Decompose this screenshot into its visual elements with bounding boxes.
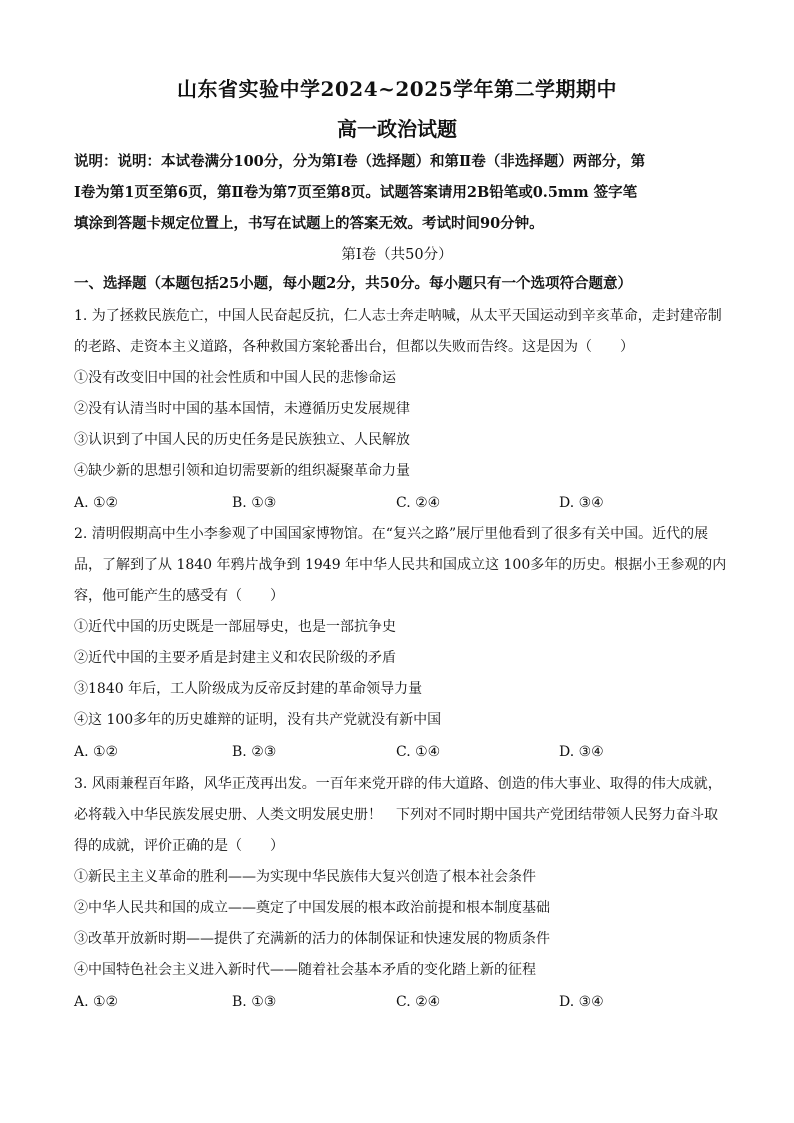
question-item: ②近代中国的主要矛盾是封建主义和农民阶级的矛盾	[74, 650, 396, 666]
question-item: ③认识到了中国人民的历史任务是民族独立、人民解放	[74, 432, 410, 448]
question-stem-line: 品，了解到了从 1840 年鸦片战争到 1949 年中华人民共和国成立这 100多年的历史。根据小王参观的内	[74, 557, 727, 573]
part-heading: 一、选择题（本题包括25小题，每小题2分，共50分。每小题只有一个选项符合题意）	[74, 275, 632, 292]
exam-subtitle: 高一政治试题	[337, 117, 457, 141]
question-2-options	[74, 744, 724, 764]
option-d[interactable]: D. ③④	[559, 994, 604, 1010]
exam-title: 山东省实验中学2024~2025学年第二学期期中	[176, 77, 618, 101]
instruction-line: 说明：说明：本试卷满分100分，分为第Ⅰ卷（选择题）和第Ⅱ卷（非选择题）两部分，第	[74, 153, 646, 170]
option-c[interactable]: C. ②④	[396, 495, 441, 511]
question-item: ②没有认清当时中国的基本国情，未遵循历史发展规律	[74, 401, 410, 417]
question-stem-line: 得的成就，评价正确的是（ ）	[74, 838, 284, 854]
option-a[interactable]: A. ①②	[74, 744, 119, 760]
instruction-line: 填涂到答题卡规定位置上，书写在试题上的答案无效。考试时间90分钟。	[74, 215, 544, 232]
option-a[interactable]: A. ①②	[74, 495, 119, 511]
question-stem-line: 3. 风雨兼程百年路，风华正茂再出发。一百年来党开辟的伟大道路、创造的伟大事业、取得的伟大成就，	[74, 776, 722, 792]
question-item: ①新民主主义革命的胜利——为实现中华民族伟大复兴创造了根本社会条件	[74, 869, 536, 885]
question-stem-line: 容，他可能产生的感受有（ ）	[74, 588, 284, 604]
question-1	[74, 301, 724, 487]
question-item: ③改革开放新时期——提供了充满新的活力的体制保证和快速发展的物质条件	[74, 931, 550, 947]
question-2	[74, 519, 727, 736]
question-item: ④这 100多年的历史雄辩的证明，没有共产党就没有新中国	[74, 712, 442, 728]
question-item: ①近代中国的历史既是一部屈辱史，也是一部抗争史	[74, 619, 396, 635]
instruction-line: Ⅰ卷为第1页至第6页，第Ⅱ卷为第7页至第8页。试题答案请用2B铅笔或0.5mm 签字笔	[74, 184, 638, 201]
question-stem-line: 2. 清明假期高中生小李参观了中国国家博物馆。在“复兴之路”展厅里他看到了很多有关中国。近代的展	[74, 526, 709, 542]
option-c[interactable]: C. ①④	[396, 744, 441, 760]
question-3-options	[74, 994, 724, 1014]
option-b[interactable]: B. ①③	[232, 495, 277, 511]
question-item: ②中华人民共和国的成立——奠定了中国发展的根本政治前提和根本制度基础	[74, 900, 550, 916]
question-item: ①没有改变旧中国的社会性质和中国人民的悲惨命运	[74, 370, 396, 386]
question-item: ④缺少新的思想引领和迫切需要新的组织凝聚革命力量	[74, 463, 410, 479]
option-d[interactable]: D. ③④	[559, 744, 604, 760]
question-1-options	[74, 495, 724, 515]
option-d[interactable]: D. ③④	[559, 495, 604, 511]
option-b[interactable]: B. ①③	[232, 994, 277, 1010]
option-a[interactable]: A. ①②	[74, 994, 119, 1010]
section-heading: 第Ⅰ卷（共50分）	[341, 247, 453, 263]
option-b[interactable]: B. ②③	[232, 744, 277, 760]
question-stem-line: 1. 为了拯救民族危亡，中国人民奋起反抗，仁人志士奔走呐喊，从太平天国运动到辛亥革命，走封建帝制	[74, 308, 722, 324]
question-3	[74, 769, 724, 986]
instructions	[74, 146, 724, 239]
option-c[interactable]: C. ②④	[396, 994, 441, 1010]
question-stem-line: 必将载入中华民族发展史册、人类文明发展史册！ 下列对不同时期中国共产党团结带领人民努力奋斗取	[74, 807, 718, 823]
question-stem-line: 的老路、走资本主义道路，各种救国方案轮番出台，但都以失败而告终。这是因为（ ）	[74, 339, 634, 355]
question-item: ④中国特色社会主义进入新时代——随着社会基本矛盾的变化踏上新的征程	[74, 962, 536, 978]
question-item: ③1840 年后，工人阶级成为反帝反封建的革命领导力量	[74, 681, 423, 697]
